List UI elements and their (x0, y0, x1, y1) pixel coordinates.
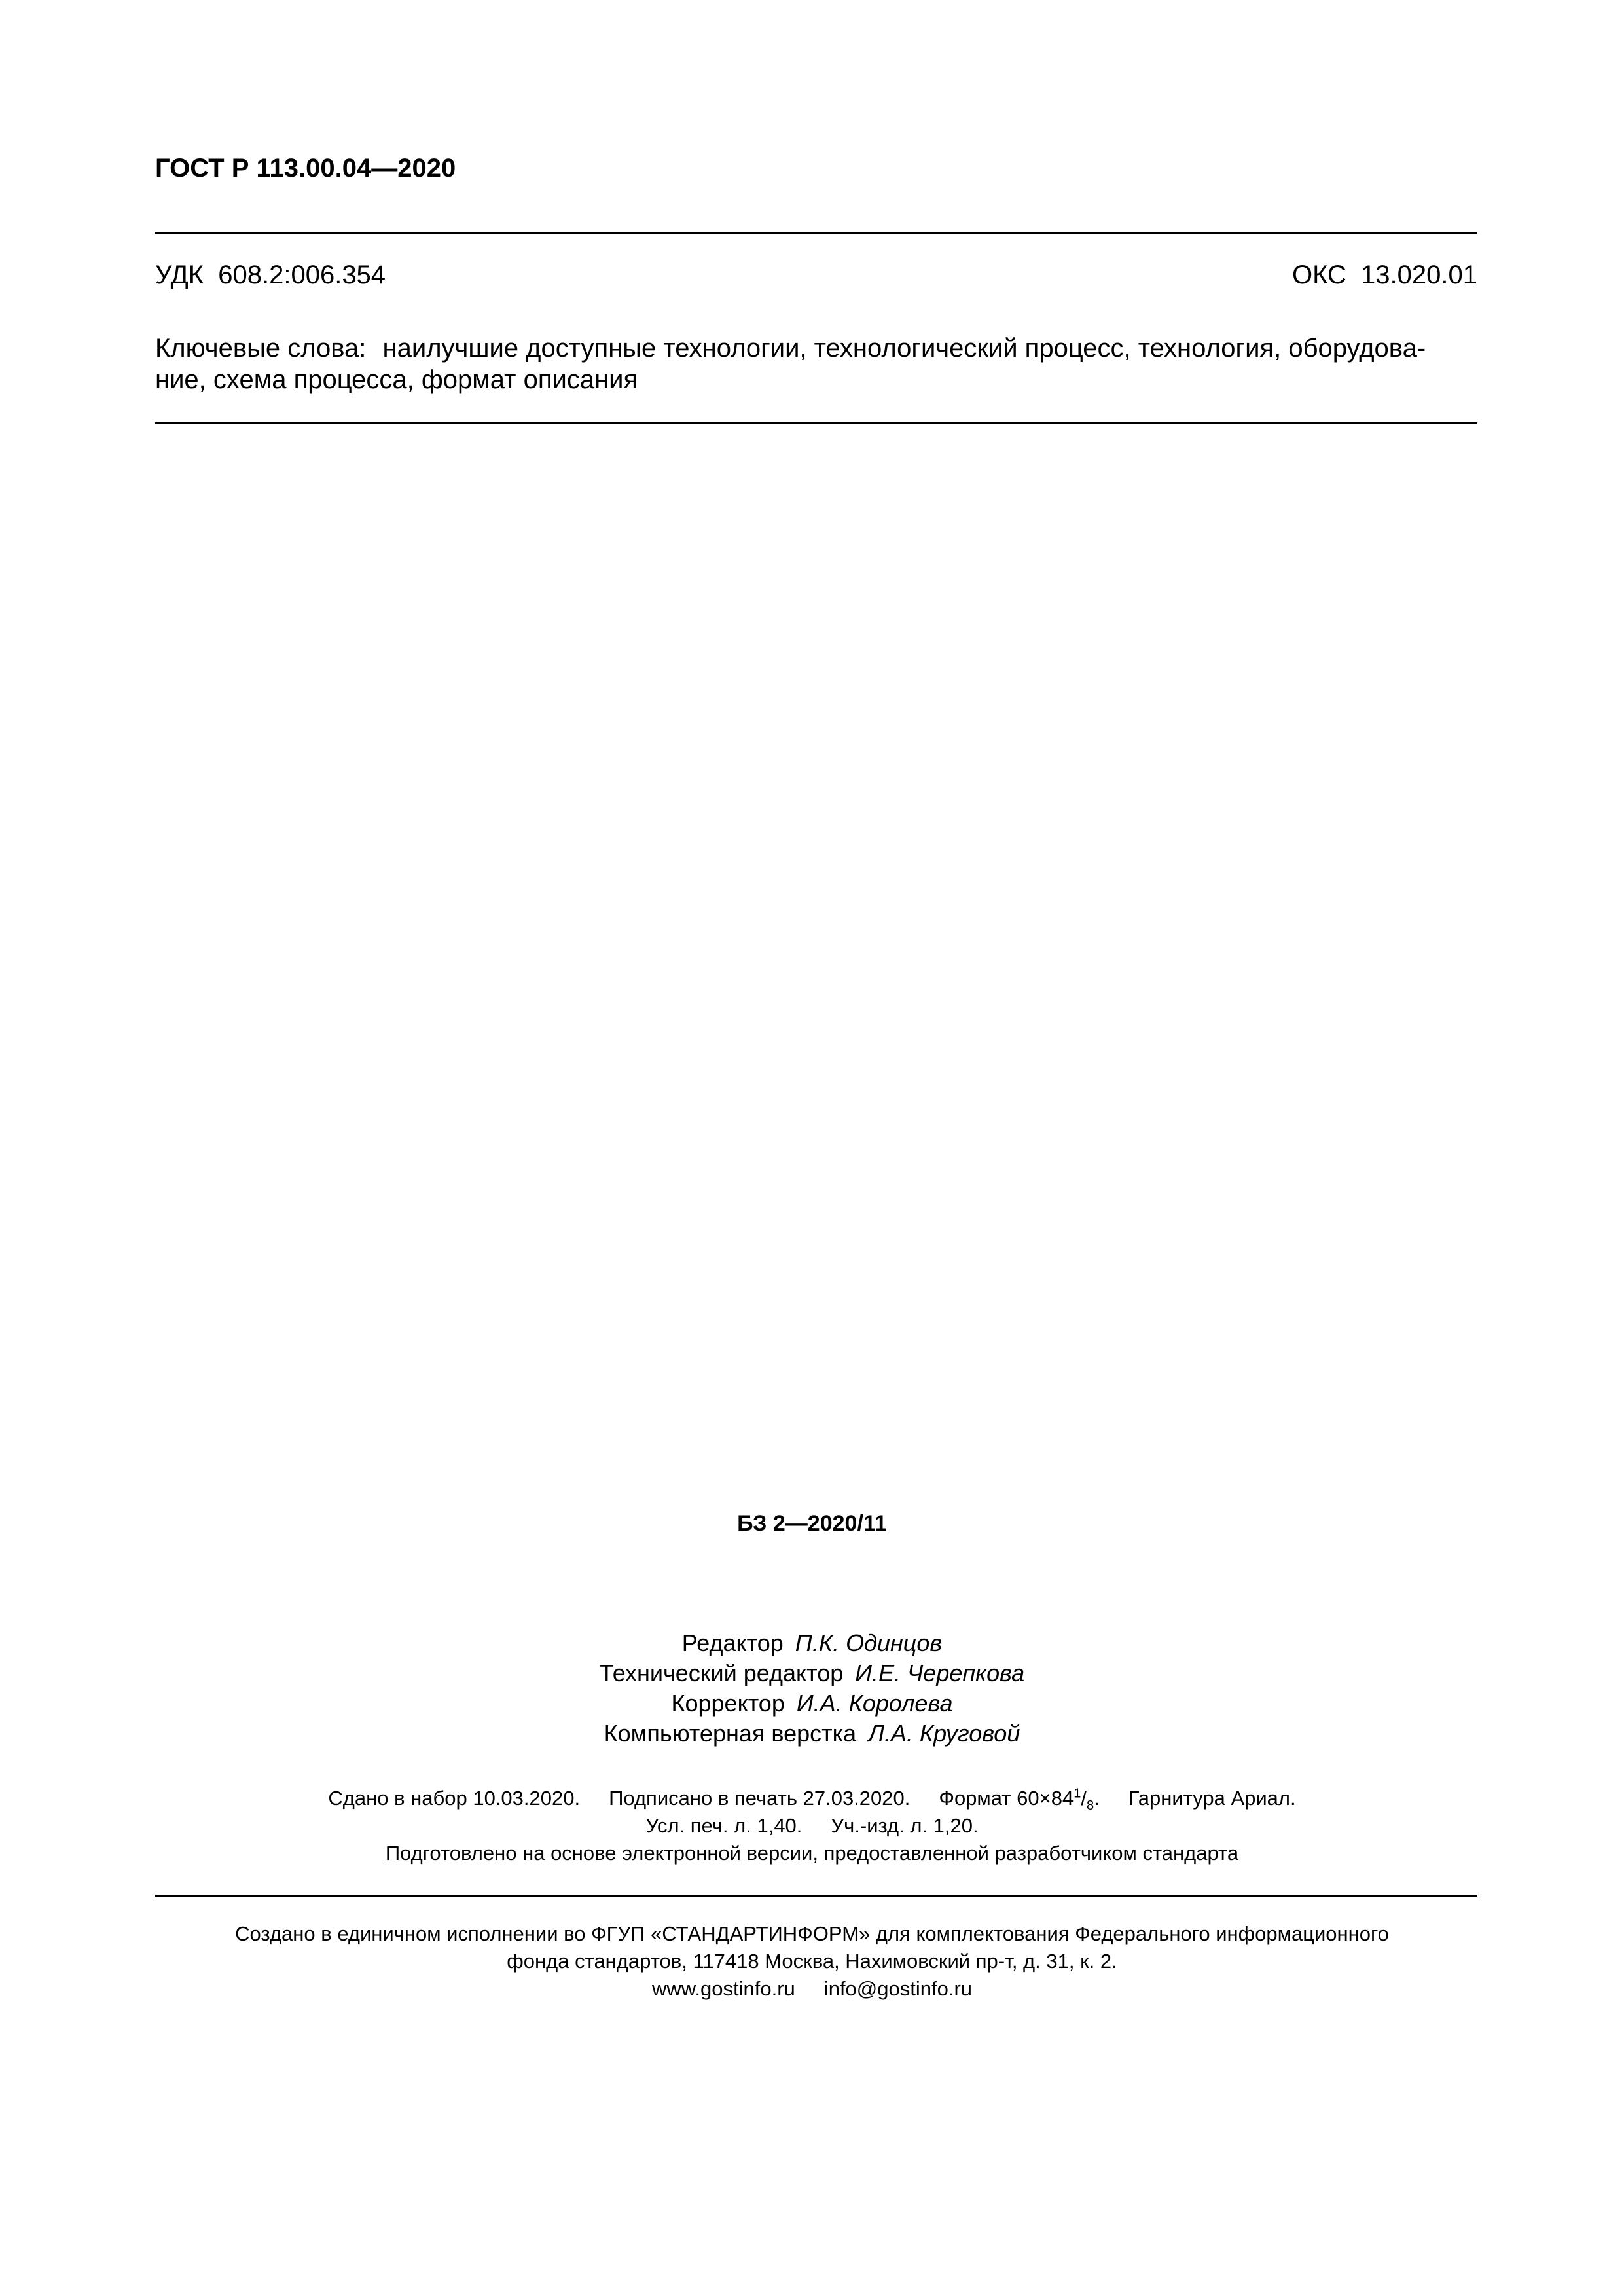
credit-layout (0, 1719, 1624, 1749)
credit-technical-editor (0, 1658, 1624, 1688)
credit-editor (0, 1628, 1624, 1658)
oks-value: 13.020.01 (1361, 261, 1477, 289)
top-rule (155, 232, 1477, 234)
website-link[interactable]: www.gostinfo.ru (651, 1977, 795, 2000)
keywords-block (155, 333, 1477, 395)
credit-role: Компьютерная верстка (604, 1720, 857, 1747)
udk-classification (155, 259, 386, 291)
udk-label: УДК (155, 261, 204, 289)
credit-role: Редактор (681, 1630, 784, 1656)
credit-name: Л.А. Круговой (868, 1720, 1020, 1747)
credit-role: Технический редактор (599, 1660, 844, 1686)
keywords-bottom-rule (155, 422, 1477, 424)
credit-name: И.Е. Черепкова (855, 1660, 1025, 1686)
credit-proofreader (0, 1688, 1624, 1719)
bz-code: БЗ 2—2020/11 (737, 1511, 887, 1536)
imprint-format: Формат $60\times 84^1/_8$. (939, 1786, 1100, 1813)
credit-name: И.А. Королева (796, 1690, 953, 1717)
keywords-label: Ключевые слова: (155, 334, 367, 363)
email-link[interactable]: info@gostinfo.ru (823, 1977, 973, 2000)
imprint-publisher-sheets: Уч.-изд. л. 1,20. (831, 1814, 979, 1837)
footer-rule (155, 1895, 1477, 1897)
footer-contacts (0, 1975, 1624, 2003)
imprint-block (0, 1785, 1624, 1867)
oks-classification (1292, 259, 1477, 291)
keywords-text-line1: наилучшие доступные технологии, технологический процесс, технология, оборудова- (382, 334, 1426, 363)
standard-code: ГОСТ Р 113.00.04—2020 (155, 154, 456, 183)
footer-block (0, 1920, 1624, 2003)
credit-role: Корректор (671, 1690, 785, 1717)
footer-line-1: Создано в единичном исполнении во ФГУП «СТАНДАРТИНФОРМ» для комплектования Федерального информационного (235, 1922, 1389, 1945)
imprint-line-1 (0, 1785, 1624, 1812)
oks-label: ОКС (1291, 261, 1346, 289)
imprint-typeface: Гарнитура Ариал. (1128, 1787, 1296, 1810)
imprint-note: Подготовлено на основе электронной версии, предоставленной разработчиком стандарта (385, 1842, 1239, 1865)
imprint-print-sheets: Усл. печ. л. 1,40. (645, 1814, 803, 1837)
imprint-signed: Подписано в печать 27.03.2020. (609, 1787, 911, 1810)
imprint-line-2 (0, 1812, 1624, 1840)
udk-value: 608.2:006.354 (218, 261, 386, 289)
credits-block (0, 1628, 1624, 1749)
keywords-text-line2: ние, схема процесса, формат описания (155, 365, 638, 394)
footer-line-2: фонда стандартов, 117418 Москва, Нахимовский пр-т, д. 31, к. 2. (507, 1950, 1117, 1973)
credit-name: П.К. Одинцов (795, 1630, 943, 1656)
imprint-submitted: Сдано в набор 10.03.2020. (328, 1787, 581, 1810)
